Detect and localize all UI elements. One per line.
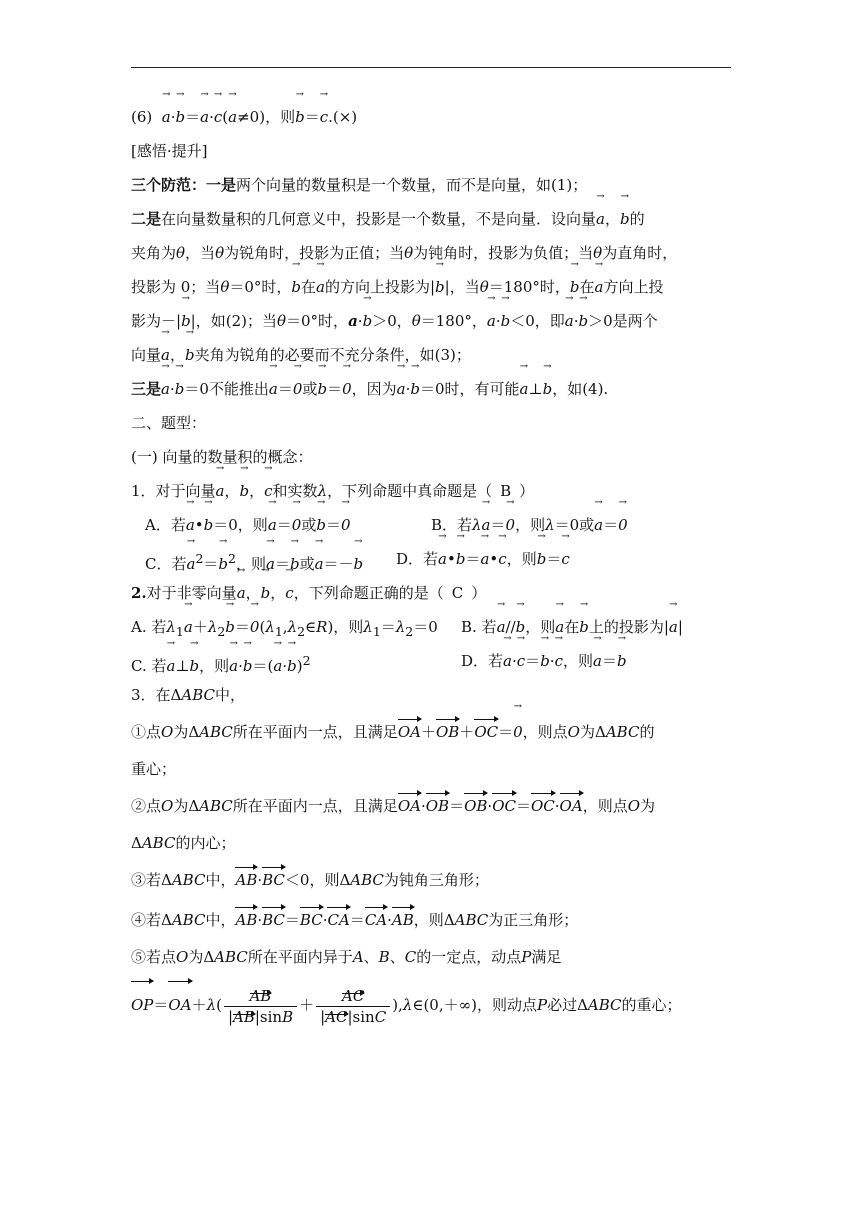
option-1d: D．若→ a•→ b＝→ a•→ c，则→ b＝→ c xyxy=(396,542,570,576)
option-1a: A．若→ a•→ b＝0，则→ a＝→ 0或→ b＝→ 0 xyxy=(145,516,351,534)
question-1-options-cd xyxy=(131,542,731,576)
fraction-ab: $\frac{AB}{|AB|\sin B}$ xyxy=(224,986,297,1027)
statement-1-cont: 重心； xyxy=(131,760,177,778)
statement-2: ②点O为ΔABC所在平面内一点，且满足OA·OB＝OB·OC＝OC·OA，则点O为 xyxy=(131,786,731,826)
statement-3: ③若ΔABC中，AB·BC＜0，则ΔABC为钝角三角形； xyxy=(131,860,731,900)
question-1: 1．对于向量→ a，→ b，→ c和实数λ，下列命题中真命题是（ B ） xyxy=(131,474,731,508)
item-6: (6) → a·→ b＝→ a·→ c(→ a≠0)，则→ b＝→ c.(×) xyxy=(131,100,731,134)
option-1c: C．若→ $a^2=\to b^2$，则→ a＝→ b或→ a＝－→ b xyxy=(145,555,363,573)
question-2-options-ab xyxy=(131,610,731,644)
question-2-options-cd xyxy=(131,644,731,678)
header-rule xyxy=(131,67,731,68)
option-2c: C. 若→ a⊥→ b，则→ $a\cdot\to b=(\to a\cdot\to b)^2$ xyxy=(131,657,311,675)
option-2d: D．若→ a·→ c＝→ b·→ c，则→ a＝→ b xyxy=(461,644,627,678)
document-body xyxy=(131,100,731,1036)
topic-heading: 二、题型： xyxy=(131,414,207,432)
option-2b: B. 若→ a//→ b，则→ a在→ b上的投影为|→ a| xyxy=(461,610,683,644)
point-two-cont-2: 投影为 0；当θ＝0°时，→ b在→ a的方向上投影为|→ b|，当θ＝180°时，→ b在→ a方向上投 xyxy=(131,270,731,304)
question-3: 3．在ΔABC中， xyxy=(131,686,246,704)
point-three: 三是→ a·→ b＝0不能推出→ a＝→ 0或→ b＝→ 0，因为→ a·→ b＝0时，有可能→ a⊥→ b，如(4). xyxy=(131,372,731,406)
question-2: 2.对于非零向量→ a，→ b，→ c，下列命题正确的是（ C ） xyxy=(131,576,731,610)
point-two-cont-3: 影为－|→ b|，如(2)；当θ＝0°时，a·→ b＞0，θ＝180°，→ a·→ b＜0，即→ a·→ b＞0是两个 xyxy=(131,304,731,338)
option-2a: A. 若$\lambda_1\to a+\lambda_2\to b=\to$ $0(\lambda_1,\lambda_2\in R)$，则$\lambda_1=\lambda_2=0$ xyxy=(131,618,438,636)
statement-4: ④若ΔABC中，AB·BC＝BC·CA＝CA·AB，则ΔABC为正三角形； xyxy=(131,900,731,940)
section-heading: [感悟·提升] xyxy=(131,142,208,160)
point-two-cont-1: 夹角为θ，当θ为锐角时，投影为正值；当θ为钝角时，投影为负值；当θ为直角时， xyxy=(131,244,678,262)
point-two: 二是在向量数量积的几何意义中，投影是一个数量，不是向量．设向量→ a，→ b的 xyxy=(131,202,731,236)
statement-5-formula: OP＝OA＋λ( $\frac{AB}{|AB|\sin B}$ ＋ $\frac{AC}{|AC|\sin C}$ ),λ∈(0,＋∞)，则动点P必过ΔABC的重心； xyxy=(131,974,731,1036)
point-two-cont-4: 向量→ a，→ b夹角为锐角的必要而不充分条件，如(3)； xyxy=(131,338,731,372)
option-1b: B．若λ→ a＝→ 0，则λ＝0或→ a＝→ 0 xyxy=(431,508,628,542)
fraction-ac: $\frac{AC}{|AC|\sin C}$ xyxy=(316,986,390,1027)
statement-5: ⑤若点O为ΔABC所在平面内异于A、B、C的一定点，动点P满足 xyxy=(131,948,562,966)
point-one: 三个防范：一是两个向量的数量积是一个数量，而不是向量，如(1)； xyxy=(131,176,588,194)
statement-1: ①点O为ΔABC所在平面内一点，且满足OA＋OB＋OC＝→ 0，则点O为ΔABC的 xyxy=(131,712,731,752)
statement-2-cont: ΔABC的内心； xyxy=(131,834,236,852)
subtopic-heading: (一) 向量的数量积的概念： xyxy=(131,448,313,466)
